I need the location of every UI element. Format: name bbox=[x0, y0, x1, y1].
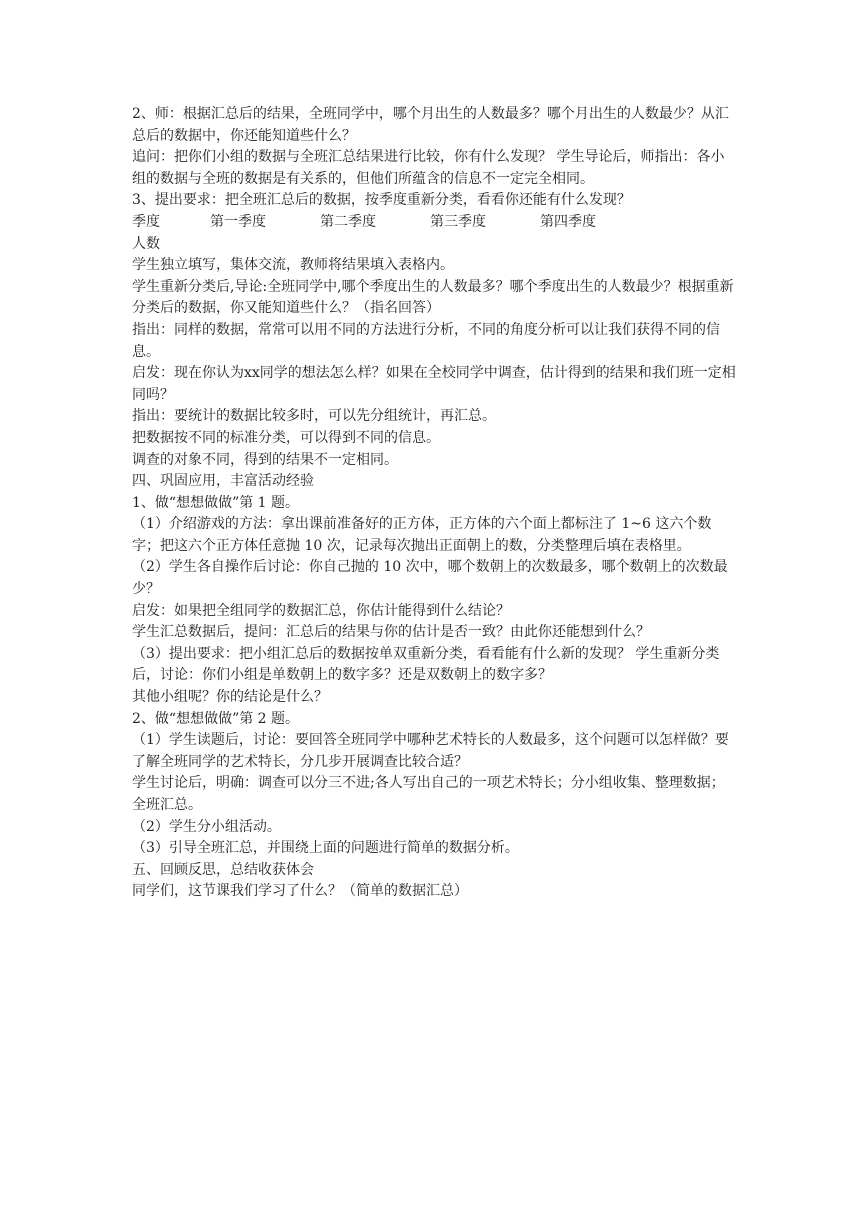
paragraph: 其他小组呢？你的结论是什么？ bbox=[132, 689, 328, 706]
paragraph: 2、师：根据汇总后的结果，全班同学中，哪个月出生的人数最多？哪个月出生的人数最少？从汇总后的数据中，你还能知道些什么？ bbox=[132, 106, 729, 144]
paragraph: 启发：如果把全组同学的数据汇总，你估计能得到什么结论？ bbox=[132, 602, 510, 619]
section-heading: 五、回顾反思，总结收获体会 bbox=[132, 861, 314, 878]
paragraph: （1）学生读题后，讨论：要回答全班同学中哪种艺术特长的人数最多，这个问题可以怎样做？要了解全班同学的艺术特长，分几步开展调查比较合适？ bbox=[132, 732, 729, 770]
paragraph: 2、做“想想做做”第 2 题。 bbox=[132, 710, 300, 727]
paragraph: 同学们，这节课我们学习了什么？（简单的数据汇总） bbox=[132, 883, 468, 900]
paragraph: 学生重新分类后,导论:全班同学中,哪个季度出生的人数最多？哪个季度出生的人数最少？根据重新分类后的数据，你又能知道些什么？（指名回答） bbox=[132, 278, 734, 317]
paragraph: 把数据按不同的标准分类，可以得到不同的信息。 bbox=[132, 429, 440, 446]
paragraph: 3、提出要求：把全班汇总后的数据，按季度重新分类，看看你还能有什么发现？ bbox=[132, 192, 631, 209]
paragraph: 指出：同样的数据，常常可以用不同的方法进行分析，不同的角度分析可以让我们获得不同的信息。 bbox=[132, 321, 720, 360]
paragraph: 启发：现在你认为xx同学的想法怎么样？如果在全校同学中调查，估计得到的结果和我们班一定相同吗？ bbox=[132, 365, 736, 403]
paragraph: 调查的对象不同，得到的结果不一定相同。 bbox=[132, 451, 398, 468]
section-heading: 四、巩固应用，丰富活动经验 bbox=[132, 473, 314, 490]
paragraph: 追问：把你们小组的数据与全班汇总结果进行比较，你有什么发现？ 学生导论后，师指出：各小组的数据与全班的数据是有关系的，但他们所蕴含的信息不一定完全相同。 bbox=[132, 149, 725, 187]
paragraph: （2）学生各自操作后讨论：你自己抛的 10 次中，哪个数朝上的次数最多，哪个数朝上的次数最少？ bbox=[132, 559, 728, 598]
paragraph: 学生汇总数据后，提问：汇总后的结果与你的估计是否一致？由此你还能想到什么？ bbox=[132, 624, 650, 641]
season-header-cell: 季度 bbox=[132, 213, 160, 230]
season-header-cell: 第三季度 bbox=[430, 213, 486, 230]
paragraph: （3）提出要求：把小组汇总后的数据按单双重新分类，看看能有什么新的发现？ 学生重新分类后，讨论：你们小组是单数朝上的数字多？还是双数朝上的数字多？ bbox=[132, 645, 720, 684]
season-header-cell: 第一季度 bbox=[210, 213, 266, 230]
season-header-cell: 第四季度 bbox=[540, 213, 596, 230]
paragraph: （1）介绍游戏的方法：拿出课前准备好的正方体，正方体的六个面上都标注了 1~6 这六个数字；把这六个正方体任意抛 10 次，记录每次抛出正面朝上的数，分类整理后填在表格里。 bbox=[132, 516, 712, 554]
paragraph: 1、做“想想做做”第 1 题。 bbox=[132, 494, 300, 511]
season-header-cell: 第二季度 bbox=[320, 213, 376, 230]
paragraph: （3）引导全班汇总，并围绕上面的问题进行简单的数据分析。 bbox=[132, 840, 519, 857]
paragraph: 学生讨论后，明确：调查可以分三不进;各人写出自己的一项艺术特长；分小组收集、整理数据；全班汇总。 bbox=[132, 775, 725, 813]
season-row-label: 人数 bbox=[132, 235, 160, 252]
paragraph: 指出：要统计的数据比较多时，可以先分组统计，再汇总。 bbox=[132, 408, 496, 425]
document-body bbox=[132, 104, 736, 903]
paragraph: 学生独立填写，集体交流，教师将结果填入表格内。 bbox=[132, 257, 454, 274]
paragraph: （2）学生分小组活动。 bbox=[132, 818, 281, 835]
season-table-header bbox=[132, 212, 736, 234]
